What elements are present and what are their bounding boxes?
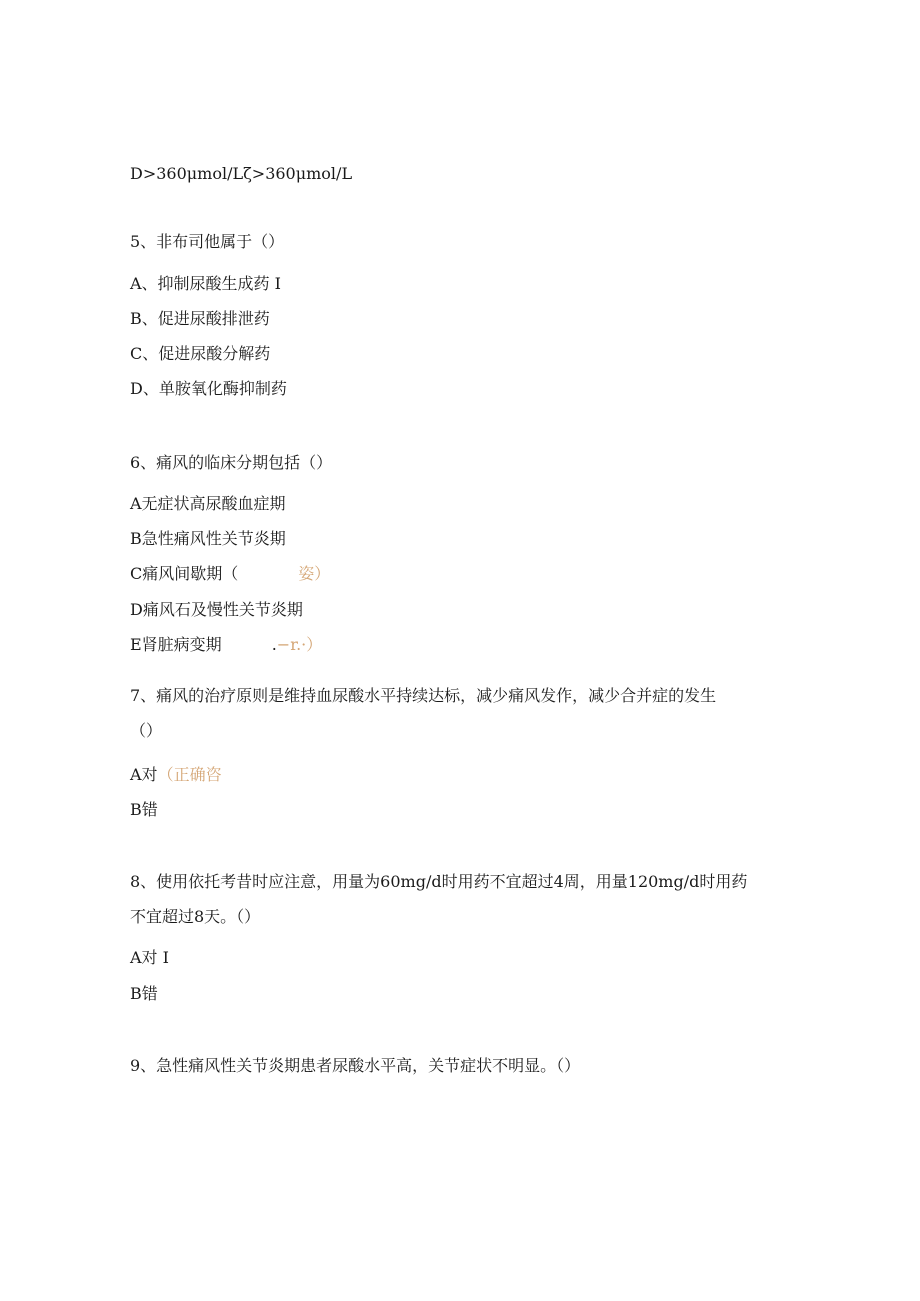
question-6-stem: 6、痛风的临床分期包括（） [130, 453, 333, 472]
option-c-text: C痛风间歇期（ [130, 564, 239, 583]
option-c-annotation: 姿） [298, 564, 331, 583]
question-8-stem-line1: 8、使用依托考昔时应注意，用量为60mg∕d时用药不宜超过4周，用量120mg∕d时用药 [130, 872, 748, 891]
question-6-option-c [130, 564, 330, 584]
option-e-text: E肾脏病变期 [130, 635, 222, 654]
question-8-option-b: B错 [130, 984, 158, 1003]
question-7-stem-line1: 7、痛风的治疗原则是维持血尿酸水平持续达标，减少痛风发作，减少合并症的发生 [130, 686, 717, 705]
question-5-option-b: B、促进尿酸排泄药 [130, 309, 270, 328]
question-6-option-b: B急性痛风性关节炎期 [130, 529, 286, 548]
option-text: D>360μmol∕Lζ>360μmol∕L [130, 164, 353, 183]
option-a-text: A对 [130, 765, 158, 784]
question-8-option-a: A对 I [130, 948, 169, 967]
option-a-annotation: （正确咨 [157, 765, 222, 784]
question-6-option-e [130, 635, 322, 655]
question-5-option-a: A、抑制尿酸生成药 I [130, 274, 281, 293]
question-7-option-b: B错 [130, 800, 158, 819]
option-e-prefix: . [271, 635, 277, 654]
question-7-stem-line2: （） [130, 721, 163, 740]
question-6-option-d: D痛风石及慢性关节炎期 [130, 600, 303, 619]
question-5-option-d: D、单胺氧化酶抑制药 [130, 379, 287, 398]
question-5-option-c: C、促进尿酸分解药 [130, 344, 271, 363]
question-7-option-a [130, 765, 222, 785]
question-6-option-a: A无症状高尿酸血症期 [130, 494, 286, 513]
option-e-annotation: −r.·） [276, 635, 323, 654]
question-9-stem: 9、急性痛风性关节炎期患者尿酸水平高，关节症状不明显。（） [130, 1056, 581, 1075]
question-8-stem-line2: 不宜超过8天。（） [130, 907, 261, 926]
question-5-stem: 5、非布司他属于（） [130, 232, 285, 251]
